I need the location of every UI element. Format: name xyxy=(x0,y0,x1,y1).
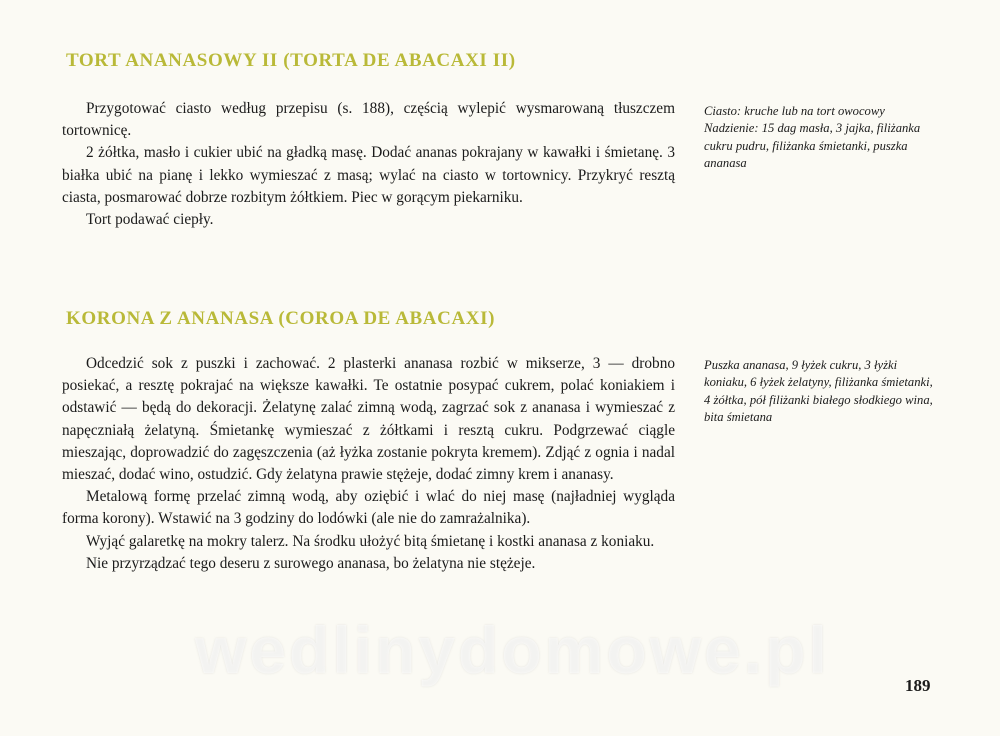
recipe2-paragraph-2: Metalową formę przelać zimną wodą, aby oziębić i wlać do niej masę (najładniej wygląda forma korony). Wstawić na 3 godziny do lodówki (ale nie do zamrażalnika). xyxy=(62,488,675,528)
recipe2-ingredients-note xyxy=(704,357,940,427)
recipe1-ingredients-dough: Ciasto: kruche lub na tort owocowy xyxy=(704,104,885,118)
recipe1-paragraph-3: Tort podawać ciepły. xyxy=(86,211,214,229)
page-number: 189 xyxy=(905,676,931,695)
recipe1-ingredients-note xyxy=(704,103,940,173)
recipe2-paragraph-3: Wyjąć galaretkę na mokry talerz. Na środku ułożyć bitą śmietanę i kostki ananasa z koniaku. xyxy=(86,532,655,550)
recipe2-paragraph-4: Nie przyrządzać tego deseru z surowego ananasa, bo żelatyna nie stężeje. xyxy=(86,554,536,572)
watermark: wedlinydomowe.pl xyxy=(195,613,830,687)
recipe-body-tort-ananasowy xyxy=(62,98,675,231)
recipe-title-korona-z-ananasa: KORONA Z ANANASA (COROA DE ABACAXI) xyxy=(66,308,496,329)
recipe1-paragraph-1: Przygotować ciasto według przepisu (s. 188), częścią wylepić wysmarowaną tłuszczem tortownicę. xyxy=(62,100,675,140)
recipe-body-korona-z-ananasa xyxy=(62,353,675,575)
recipe2-paragraph-1: Odcedzić sok z puszki i zachować. 2 plasterki ananasa rozbić w mikserze, 3 — drobno posiekać, a resztę pokrajać na większe kawałki. Te ostatnie posypać cukrem, polać koniakiem i odstawić — będą do dekoracji. Żelatynę zalać zimną wodą, zagrzać sok z ananasa i wymieszać z napęczniałą żelatyną. Śmietankę wymieszać z żółtkami i resztą cukru. Podgrzewać ciągle mieszając, doprowadzić do zagęszczenia (aż łyżka zostanie pokryta kremem). Zdjąć z ognia i nadal mieszać, dodać wino, ostudzić. Gdy żelatyna prawie stężeje, dodać zimny krem i ananasy. xyxy=(62,355,675,484)
recipe2-ingredients: Puszka ananasa, 9 łyżek cukru, 3 łyżki koniaku, 6 łyżek żelatyny, filiżanka śmietanki, 4 żółtka, pół filiżanki białego słodkiego wina, bita śmietana xyxy=(704,358,933,425)
recipe-title-tort-ananasowy: TORT ANANASOWY II (TORTA DE ABACAXI II) xyxy=(66,50,516,71)
recipe1-ingredients-filling: Nadzienie: 15 dag masła, 3 jajka, filiżanka cukru pudru, filiżanka śmietanki, puszka ananasa xyxy=(704,121,921,171)
recipe1-paragraph-2: 2 żółtka, masło i cukier ubić na gładką masę. Dodać ananas pokrajany w kawałki i śmietanę. 3 białka ubić na pianę i lekko wymieszać z masą; wylać na ciasto w tortownicy. Przykryć resztą ciasta, posmarować dobrze rozbitym żółtkiem. Piec w gorącym piekarniku. xyxy=(62,144,675,206)
